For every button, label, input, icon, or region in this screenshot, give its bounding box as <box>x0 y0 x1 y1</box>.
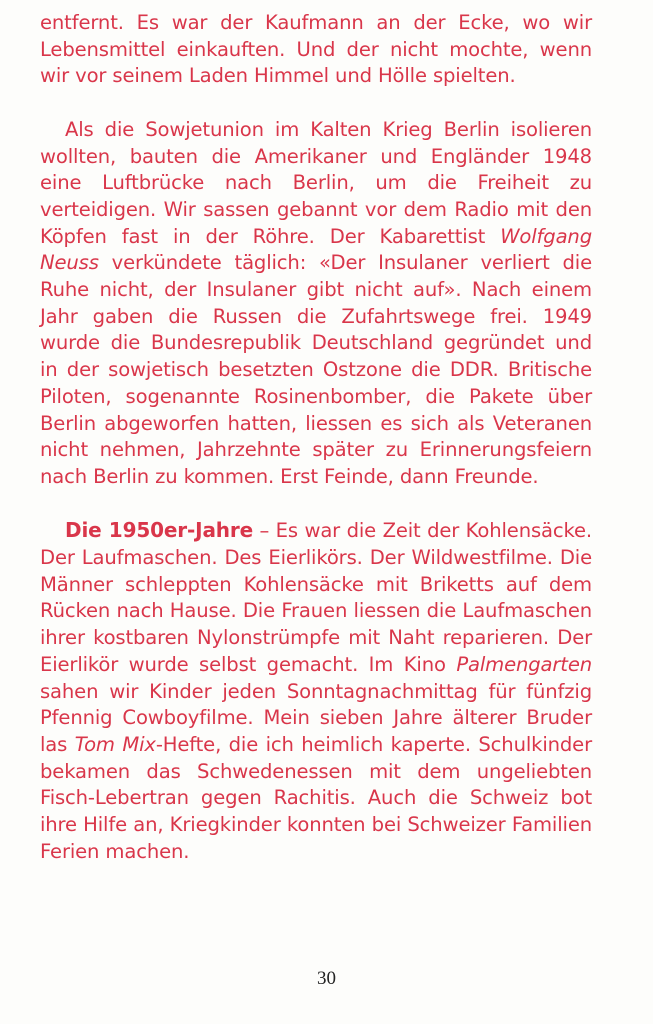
paragraph-1950er <box>40 517 592 865</box>
paragraph-kaufmann-text: entfernt. Es war der Kaufmann an der Ecke, wo wir Lebensmittel einkauften. Und der nicht mochte, wenn wir vor seinem Laden Himmel und Hölle spielten. <box>40 11 592 88</box>
name-wolfgang-neuss: Wolfgang Neuss <box>40 224 592 275</box>
1950er-text-1: – Es war die Zeit der Kohlensäcke. Der Laufmaschen. Des Eierlikörs. Der Wildwestfilme. Die Männer schleppten Kohlensäcke mit Briketts auf dem Rücken nach Hause. Die Frauen liessen die Laufmaschen ihrer kostbaren Nylonstrümpfe mit Naht reparieren. Der Eierlikör wurde selbst gemacht. Im Kino <box>40 519 592 676</box>
luftbruecke-text-2: verkündete täglich: «Der Insulaner verliert die Ruhe nicht, der Insulaner gibt nicht auf». Nach einem Jahr gaben die Russen die Zufahrtswege frei. 1949 wurde die Bundesrepublik Deutschland gegründet und in der sowjetisch besetzten Ostzone die DDR. Britische Piloten, sogenannte Rosinenbomber, die Pakete über Berlin abgeworfen hatten, liessen es sich als Veteranen nicht nehmen, Jahrzehnte später zu Erinnerungsfeiern nach Berlin zu kommen. Erst Feinde, dann Freunde. <box>40 251 592 488</box>
section-heading-1950er: Die 1950er-Jahre <box>65 518 254 543</box>
1950er-text-3: -Hefte, die ich heimlich kaperte. Schulkinder bekamen das Schwedenessen mit dem ungeliebten Fisch-Lebertran gegen Rachitis. Auch die Schweiz bot ihre Hilfe an, Kriegkinder konnten bei Schweizer Familien Ferien machen. <box>40 732 592 863</box>
1950er-text-2: sahen wir Kinder jeden Sonntagnachmittag für fünfzig Pfennig Cowboyfilme. Mein sieben Jahre älterer Bruder las <box>40 679 592 756</box>
paragraph-kaufmann <box>40 10 592 90</box>
luftbruecke-text-1: Als die Sowjetunion im Kalten Krieg Berlin isolieren wollten, bauten die Amerikaner und Engländer 1948 eine Luftbrücke nach Berlin, um die Freiheit zu verteidigen. Wir sassen gebannt vor dem Radio mit den Köpfen fast in der Röhre. Der Kabarettist <box>40 117 592 248</box>
cinema-palmengarten: Palmengarten <box>456 652 592 676</box>
paragraph-luftbruecke <box>40 117 592 491</box>
paragraph-gap <box>40 90 592 117</box>
page-body <box>40 10 592 865</box>
paragraph-gap <box>40 491 592 518</box>
page-number: 30 <box>317 968 336 989</box>
comic-tom-mix: Tom Mix <box>74 732 156 756</box>
